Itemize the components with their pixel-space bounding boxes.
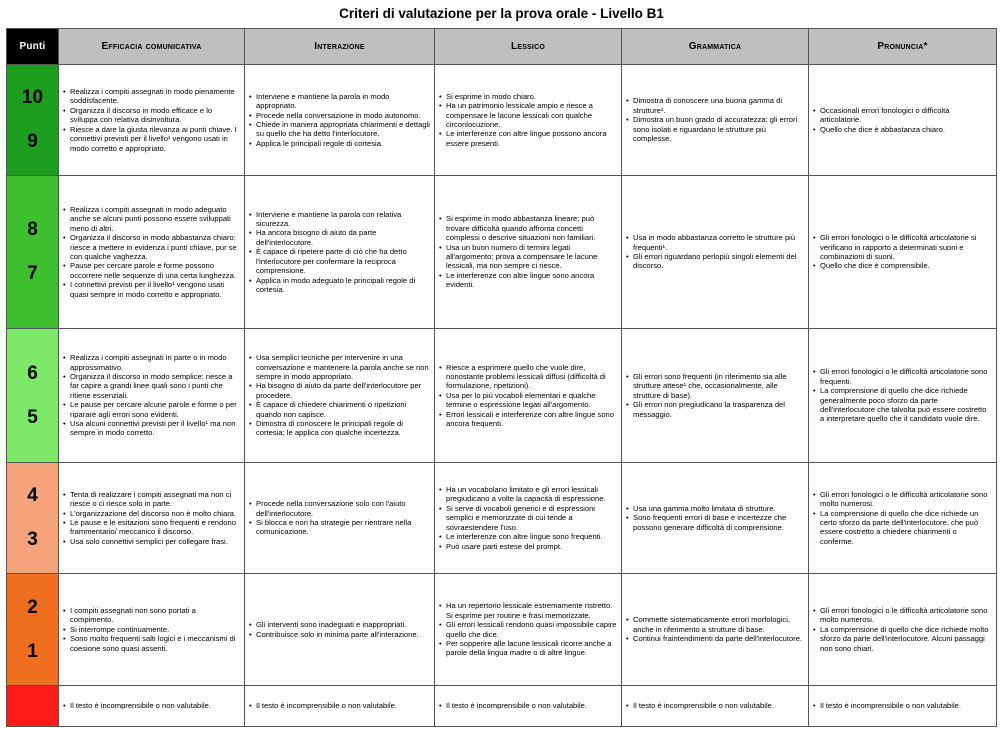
criteria-list (62, 490, 240, 546)
criteria-item: • Procede nella conversazione solo con l'aiuto dell'interlocutore. (248, 499, 430, 518)
criteria-list (812, 233, 992, 271)
criteria-item: • Dimostra di conoscere le principali regole di cortesia; le applica con qualche incertezza. (248, 419, 430, 438)
criteria-cell-efficacia (59, 176, 245, 329)
criteria-item: • Usa in modo abbastanza corretto le strutture più frequenti¹. (625, 233, 804, 252)
criteria-item: • Continui fraintendimenti da parte dell'interlocutore. (625, 634, 804, 643)
header-lessico: Lessico (435, 29, 622, 65)
criteria-cell-pronuncia (809, 686, 997, 727)
criteria-item: • Ha un vocabolario limitato e gli errori lessicali pregiudicano a volte la capacità di espressione. (438, 485, 617, 504)
criteria-item: • Si interrompe continuamente. (62, 625, 240, 634)
criteria-item: • Errori lessicali e interferenze con altre lingue sono ancora frequenti. (438, 410, 617, 429)
score-value: 8 (27, 219, 38, 240)
criteria-item: • Usa un buon numero di termini legati all'argomento; prova a compensare le lacune lessicali, ma non sempre ci riesce. (438, 243, 617, 271)
criteria-list (438, 701, 617, 710)
criteria-item: • Usa solo connettivi semplici per collegare frasi. (62, 537, 240, 546)
criteria-list (248, 210, 430, 295)
criteria-item: • Può usare parti estese del prompt. (438, 542, 617, 551)
criteria-list (438, 363, 617, 429)
criteria-item: • Ha bisogno di aiuto da parte dell'interlocutore per procedere. (248, 381, 430, 400)
score-value: 7 (27, 263, 38, 284)
score-value: 1 (27, 640, 38, 662)
criteria-list (62, 606, 240, 653)
criteria-item: • Gli errori lessicali rendono quasi impossibile capire quello che dice. (438, 620, 617, 639)
header-pronuncia: Pronuncia* (809, 29, 997, 65)
criteria-list (248, 92, 430, 148)
header-efficacia: Efficacia comunicativa (59, 29, 245, 65)
criteria-item: • Realizza i compiti assegnati in parte o in modo approssimativo. (62, 353, 240, 372)
criteria-item: • Dimostra un buon grado di accuratezza: gli errori sono isolati e riguardano le strutture più complesse. (625, 115, 804, 143)
criteria-cell-pronuncia (809, 176, 997, 329)
criteria-item: • Riesce a esprimere quello che vuole dire, nonostante problemi lessicali diffusi (difficoltà di formulazione, ripetizioni). (438, 363, 617, 391)
criteria-item: • È capace di ripetere parte di ciò che ha detto l'interlocutore per confermare la reciproca comprensione. (248, 247, 430, 275)
score-cell (7, 329, 59, 463)
criteria-list (438, 485, 617, 551)
criteria-cell-grammatica (622, 574, 809, 686)
criteria-cell-interazione (245, 686, 435, 727)
header-grammatica: Grammatica (622, 29, 809, 65)
criteria-item: • Le interferenze con altre lingue sono frequenti. (438, 532, 617, 541)
criteria-item: • I compiti assegnati non sono portati a compimento. (62, 606, 240, 625)
criteria-item: • La comprensione di quello che dice richiede un certo sforzo da parte dell'interlocutore, che può essere costretto a chiedere chiarimenti o conferme. (812, 509, 992, 547)
criteria-item: • Chiede in maniera appropriata chiarimenti e dettagli su quello che ha detto l'interlocutore. (248, 120, 430, 139)
criteria-cell-efficacia (59, 574, 245, 686)
criteria-list (625, 96, 804, 143)
score-cell (7, 176, 59, 329)
criteria-item: • Organizza il discorso in modo efficace e lo sviluppa con relativa disinvoltura. (62, 106, 240, 125)
criteria-item: • Il testo è incomprensibile o non valutabile. (248, 701, 430, 710)
criteria-item: • Organizza il discorso in modo semplice: riesce a far capire a grandi linee quali sono i punti che ritiene essenziali. (62, 372, 240, 400)
score-band-row (7, 329, 997, 463)
score-cell (7, 574, 59, 686)
criteria-cell-grammatica (622, 329, 809, 463)
criteria-list (625, 615, 804, 643)
criteria-list (438, 601, 617, 657)
criteria-item: • Il testo è incomprensibile o non valutabile. (625, 701, 804, 710)
criteria-cell-lessico (435, 574, 622, 686)
criteria-item: • Dimostra di conoscere una buona gamma di strutture¹. (625, 96, 804, 115)
criteria-cell-grammatica (622, 686, 809, 727)
criteria-item: • Realizza i compiti assegnati in modo pienamente soddisfacente. (62, 87, 240, 106)
criteria-cell-pronuncia (809, 463, 997, 574)
criteria-cell-interazione (245, 65, 435, 176)
criteria-list (62, 205, 240, 299)
criteria-item: • Gli errori fonologici o le difficoltà articolatorie sono molto numerosi. (812, 490, 992, 509)
score-value: 6 (27, 362, 38, 384)
score-band-row (7, 686, 997, 727)
criteria-list (438, 214, 617, 289)
score-band-row (7, 65, 997, 176)
criteria-item: • Usa alcuni connettivi previsti per il livello¹ ma non sempre in modo corretto. (62, 419, 240, 438)
criteria-item: • Applica in modo adeguato le principali regole di cortesia. (248, 276, 430, 295)
criteria-list (248, 701, 430, 710)
criteria-item: • Usa semplici tecniche per intervenire in una conversazione e mantenere la parola anche se non sempre in modo appropriato. (248, 353, 430, 381)
criteria-list (625, 233, 804, 271)
criteria-item: • Quello che dice è comprensibile. (812, 261, 992, 270)
criteria-item: • I connettivi previsti per il livello¹ vengono usati quasi sempre in modo corretto e appropriato. (62, 280, 240, 299)
criteria-item: • Gli interventi sono inadeguati e inappropriati. (248, 620, 430, 629)
criteria-cell-efficacia (59, 65, 245, 176)
header-punti: Punti (7, 29, 59, 65)
score-value: 10 (21, 87, 44, 108)
criteria-item: • Si esprime in modo abbastanza lineare; può trovare difficoltà quando affronta concetti complessi o descrive situazioni non familiari. (438, 214, 617, 242)
criteria-item: • Sono frequenti errori di base e incertezze che possono generare difficoltà di comprensione. (625, 513, 804, 532)
criteria-cell-pronuncia (809, 329, 997, 463)
evaluation-grid (6, 28, 997, 727)
criteria-item: • Gli errori non pregiudicano la trasparenza del messaggio. (625, 400, 804, 419)
criteria-item: • Gli errori fonologici o le difficoltà articolatorie si verificano in rapporto a determinati suoni e combinazioni di suoni. (812, 233, 992, 261)
criteria-item: • Gli errori riguardano perlopiù singoli elementi del discorso. (625, 252, 804, 271)
criteria-item: • Il testo è incomprensibile o non valutabile. (62, 701, 240, 710)
criteria-item: • Interviene e mantiene la parola in modo appropriato. (248, 92, 430, 111)
score-band-row (7, 574, 997, 686)
criteria-cell-pronuncia (809, 65, 997, 176)
criteria-item: • Interviene e mantiene la parola con relativa sicurezza. (248, 210, 430, 229)
criteria-list (248, 499, 430, 537)
page-title: Criteri di valutazione per la prova orale - Livello B1 (339, 6, 664, 21)
criteria-list (62, 701, 240, 710)
criteria-cell-interazione (245, 176, 435, 329)
criteria-cell-grammatica (622, 463, 809, 574)
criteria-list (625, 372, 804, 419)
criteria-item: • Occasionali errori fonologici o difficoltà articolatorie. (812, 106, 992, 125)
criteria-cell-lessico (435, 463, 622, 574)
criteria-item: • Usa una gamma molto limitata di strutture. (625, 504, 804, 513)
criteria-item: • Ha ancora bisogno di aiuto da parte dell'interlocutore. (248, 228, 430, 247)
score-value: 2 (27, 596, 38, 618)
criteria-cell-efficacia (59, 686, 245, 727)
criteria-cell-pronuncia (809, 574, 997, 686)
criteria-item: • Commette sistematicamente errori morfologici, anche in riferimento a strutture di base. (625, 615, 804, 634)
criteria-item: • Applica le principali regole di cortesia. (248, 139, 430, 148)
criteria-item: • Le interferenze con altre lingue possono ancora essere presenti. (438, 129, 617, 148)
criteria-item: • Ha un repertorio lessicale estremamente ristretto. Si esprime per routine e frasi memorizzate. (438, 601, 617, 620)
criteria-item: • Le interferenze con altre lingue sono ancora evidenti. (438, 271, 617, 290)
criteria-cell-interazione (245, 574, 435, 686)
score-value: 9 (27, 131, 38, 152)
criteria-item: • Il testo è incomprensibile o non valutabile. (438, 701, 617, 710)
criteria-item: • Procede nella conversazione in modo autonomo. (248, 111, 430, 120)
criteria-item: • Per sopperire alle lacune lessicali ricorre anche a parole della lingua madre o di altre lingue. (438, 639, 617, 658)
criteria-cell-grammatica (622, 176, 809, 329)
score-value: 4 (27, 485, 38, 506)
score-cell (7, 463, 59, 574)
criteria-cell-lessico (435, 686, 622, 727)
header-interazione: Interazione (245, 29, 435, 65)
criteria-item: • Riesce a dare la giusta rilevanza ai punti chiave. I connettivi previsti per il livello¹ vengono usati in modo corretto e appropriato. (62, 125, 240, 153)
criteria-item: • Il testo è incomprensibile o non valutabile. (812, 701, 992, 710)
criteria-cell-interazione (245, 463, 435, 574)
score-band-row (7, 176, 997, 329)
criteria-list (62, 87, 240, 153)
criteria-cell-efficacia (59, 463, 245, 574)
criteria-list (438, 92, 617, 148)
criteria-item: • Ha un patrimonio lessicale ampio e riesce a compensare le lacune lessicali con qualche circonlocuzione. (438, 101, 617, 129)
criteria-item: • La comprensione di quello che dice richiede generalmente poco sforzo da parte dell'interlocutore che talvolta può essere costretto a interpretare quello che il candidato vuole dire. (812, 386, 992, 424)
criteria-item: • Contribuisce solo in minima parte all'interazione. (248, 630, 430, 639)
criteria-cell-lessico (435, 176, 622, 329)
criteria-item: • L'organizzazione del discorso non è molto chiara. (62, 509, 240, 518)
criteria-item: • Tenta di realizzare i compiti assegnati ma non ci riesce o ci riesce solo in parte. (62, 490, 240, 509)
criteria-item: • Sono molto frequenti salti logici e i meccanismi di coesione sono quasi assenti. (62, 634, 240, 653)
criteria-list (812, 701, 992, 710)
criteria-cell-grammatica (622, 65, 809, 176)
criteria-cell-interazione (245, 329, 435, 463)
criteria-item: • La comprensione di quello che dice richiede molto sforzo da parte dell'interlocutore. Alcuni passaggi non sono chiari. (812, 625, 992, 653)
criteria-item: • Pause per cercare parole e forme possono occorrere nelle sequenze di una certa lunghezza. (62, 261, 240, 280)
criteria-list (812, 106, 992, 134)
criteria-item: • Gli errori sono frequenti (in riferimento sia alle strutture attese¹ che, occasionalmente, alle strutture di base). (625, 372, 804, 400)
criteria-item: • Gli errori fonologici o le difficoltà articolatorie sono frequenti. (812, 367, 992, 386)
criteria-list (812, 490, 992, 546)
criteria-item: • Gli errori fonologici o le difficoltà articolatorie sono molto numerosi. (812, 606, 992, 625)
criteria-list (248, 353, 430, 438)
criteria-list (248, 620, 430, 639)
score-band-row (7, 463, 997, 574)
criteria-item: • Si serve di vocaboli generici e di espressioni semplici e memorizzate di cui tende a sovraestendere l'uso. (438, 504, 617, 532)
score-value: 5 (27, 406, 38, 428)
criteria-list (625, 701, 804, 710)
criteria-item: • Realizza i compiti assegnati in modo adeguato anche se alcuni punti possono essere sviluppati meno di altri. (62, 205, 240, 233)
criteria-item: • Si blocca e non ha strategie per rientrare nella comunicazione. (248, 518, 430, 537)
criteria-item: • Le pause per cercare alcune parole e forme o per riparare agli errori sono evidenti. (62, 400, 240, 419)
score-cell (7, 65, 59, 176)
criteria-cell-efficacia (59, 329, 245, 463)
criteria-cell-lessico (435, 65, 622, 176)
criteria-item: • Organizza il discorso in modo abbastanza chiaro: riesce a mettere in evidenza i punti chiave, pur se con qualche vaghezza. (62, 233, 240, 261)
criteria-cell-lessico (435, 329, 622, 463)
criteria-item: • Si esprime in modo chiaro. (438, 92, 617, 101)
criteria-item: • Quello che dice è abbastanza chiaro. (812, 125, 992, 134)
criteria-item: • Le pause e le esitazioni sono frequenti e rendono frammentario/ meccanico il discorso. (62, 518, 240, 537)
criteria-list (62, 353, 240, 438)
criteria-item: • È capace di chiedere chiarimenti o ripetizioni quando non capisce. (248, 400, 430, 419)
score-cell (7, 686, 59, 727)
criteria-list (812, 606, 992, 653)
criteria-list (625, 504, 804, 532)
criteria-item: • Usa per lo più vocaboli elementari e qualche termine o espressione legati all'argomento. (438, 391, 617, 410)
score-value: 3 (27, 529, 38, 550)
criteria-list (812, 367, 992, 423)
